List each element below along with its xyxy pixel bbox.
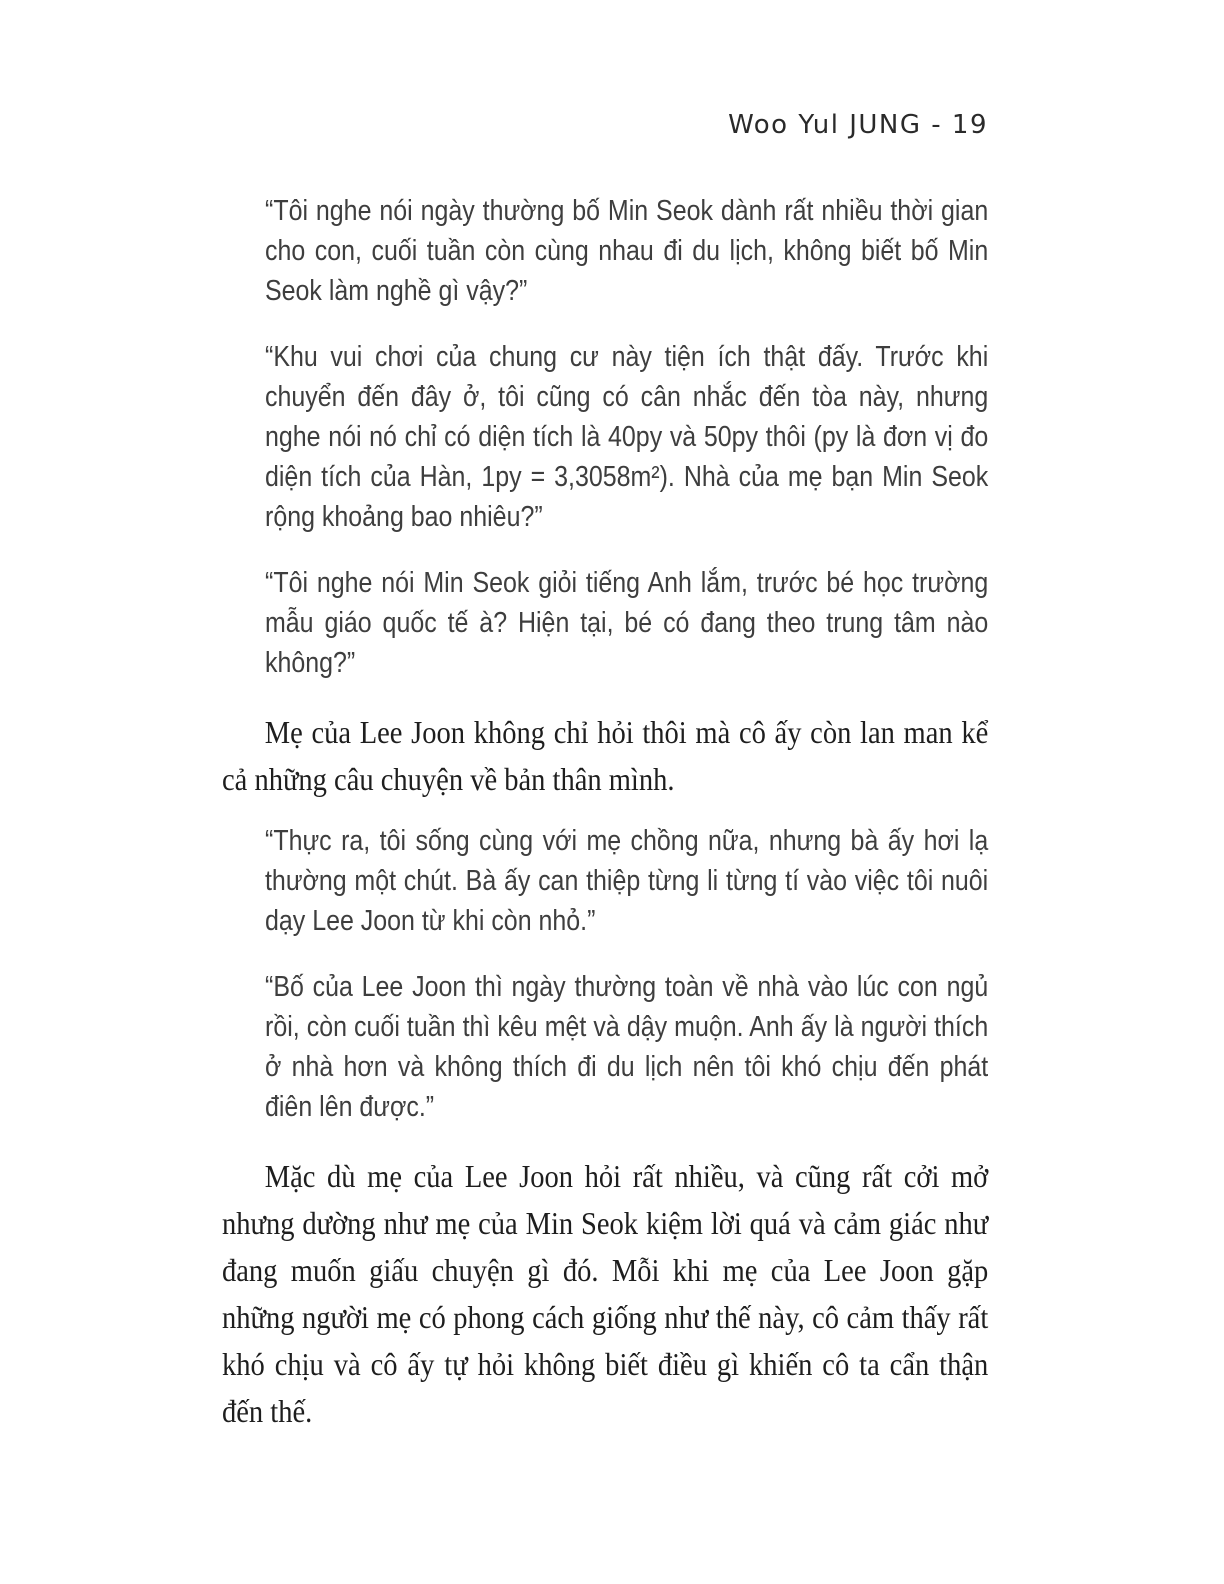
dialogue-paragraph: “Tôi nghe nói ngày thường bố Min Seok dành rất nhiều thời gian cho con, cuối tuần còn cùng nhau đi du lịch, không biết bố Min Seok làm nghề gì vậy?”: [265, 195, 989, 307]
running-head: Woo Yul JUNG - 19: [728, 110, 988, 140]
page-content: [222, 191, 988, 1453]
dialogue-paragraph: “Khu vui chơi của chung cư này tiện ích thật đấy. Trước khi chuyển đến đây ở, tôi cũng có cân nhắc đến tòa này, nhưng nghe nói nó chỉ có diện tích là 40py và 50py thôi (py là đơn vị đo diện tích của Hàn, 1py = 3,3058m²). Nhà của mẹ bạn Min Seok rộng khoảng bao nhiêu?”: [265, 341, 989, 533]
narration-paragraph: Mặc dù mẹ của Lee Joon hỏi rất nhiều, và cũng rất cởi mở nhưng dường như mẹ của Min Seok kiệm lời quá và cảm giác như đang muốn giấu chuyện gì đó. Mỗi khi mẹ của Lee Joon gặp những người mẹ có phong cách giống như thế này, cô cảm thấy rất khó chịu và cô ấy tự hỏi không biết điều gì khiến cô ta cẩn thận đến thế.: [222, 1158, 989, 1429]
dialogue-paragraph: “Thực ra, tôi sống cùng với mẹ chồng nữa, nhưng bà ấy hơi lạ thường một chút. Bà ấy can thiệp từng li từng tí vào việc tôi nuôi dạy Lee Joon từ khi còn nhỏ.”: [265, 825, 989, 937]
dialogue-paragraph: “Bố của Lee Joon thì ngày thường toàn về nhà vào lúc con ngủ rồi, còn cuối tuần thì kêu mệt và dậy muộn. Anh ấy là người thích ở nhà hơn và không thích đi du lịch nên tôi khó chịu đến phát điên lên được.”: [265, 971, 989, 1123]
dialogue-paragraph: “Tôi nghe nói Min Seok giỏi tiếng Anh lắm, trước bé học trường mẫu giáo quốc tế à? Hiện tại, bé có đang theo trung tâm nào không?”: [265, 567, 989, 679]
narration-paragraph: Mẹ của Lee Joon không chỉ hỏi thôi mà cô ấy còn lan man kể cả những câu chuyện về bản thân mình.: [222, 714, 989, 797]
